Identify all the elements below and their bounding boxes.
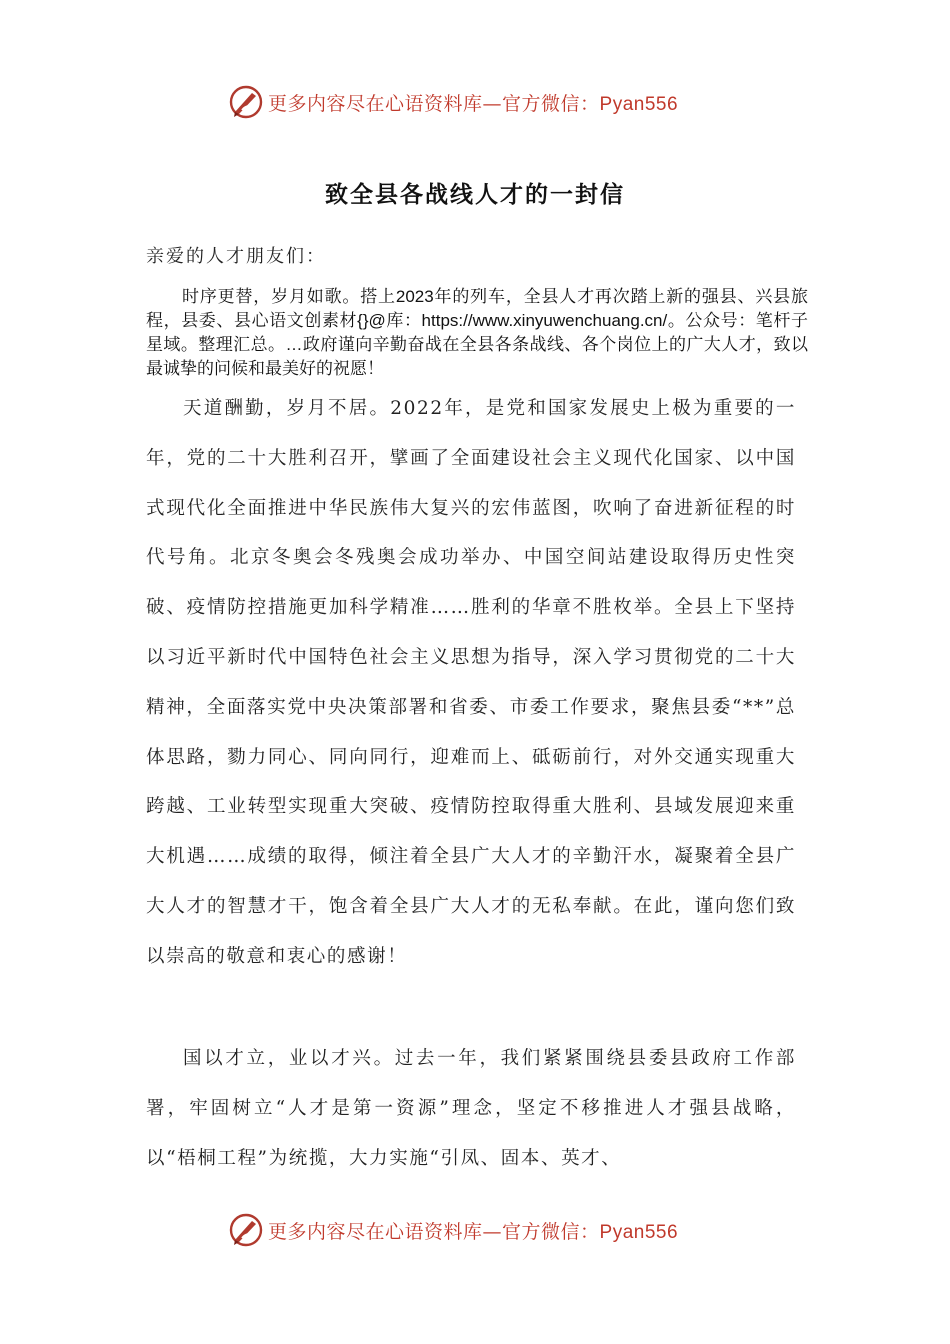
footer-banner-text: 更多内容尽在心语资料库—官方微信：Pyan556 <box>268 1220 679 1243</box>
footer-banner <box>228 1210 748 1250</box>
header-banner-text: 更多内容尽在心语资料库—官方微信：Pyan556 <box>268 92 679 115</box>
document-title: 致全县各战线人才的一封信 <box>325 182 625 208</box>
paragraph-3: 国以才立，业以才兴。过去一年，我们紧紧围绕县委县政府工作部署，牢固树立“人才是第一资源”理念，坚定不移推进人才强县战略，以“梧桐工程”为统揽，大力实施“引凤、固本、英才、 <box>146 1048 796 1169</box>
pen-logo-icon <box>228 84 264 120</box>
header-banner <box>228 82 748 122</box>
paragraph-2: 天道酬勤，岁月不居。2022年，是党和国家发展史上极为重要的一年，党的二十大胜利召开，擘画了全面建设社会主义现代化国家、以中国式现代化全面推进中华民族伟大复兴的宏伟蓝图，吹响了奋进新征程的时代号角。北京冬奥会冬残奥会成功举办、中国空间站建设取得历史性突破、疫情防控措施更加科学精准……胜利的华章不胜枚举。全县上下坚持以习近平新时代中国特色社会主义思想为指导，深入学习贯彻党的二十大精神，全面落实党中央决策部署和省委、市委工作要求，聚焦县委“**”总体思路，勠力同心、同向同行，迎难而上、砥砺前行，对外交通实现重大跨越、工业转型实现重大突破、疫情防控取得重大胜利、县域发展迎来重大机遇……成绩的取得，倾注着全县广大人才的辛勤汗水，凝聚着全县广大人才的智慧才干，饱含着全县广大人才的无私奉献。在此，谨向您们致以崇高的敬意和衷心的感谢！ <box>146 398 796 967</box>
greeting: 亲爱的人才朋友们： <box>146 246 326 267</box>
pen-logo-icon <box>228 1212 264 1248</box>
wechat-id: Pyan556 <box>599 1221 679 1243</box>
wechat-id: Pyan556 <box>599 93 679 115</box>
paragraph-1: 时序更替，岁月如歌。搭上2023年的列车，全县人才再次踏上新的强县、兴县旅程，县委、县心语文创素材{}@库：https://www.xinyuwenchuang.cn/。公众号：笔杆子星域。整理汇总。…政府谨向辛勤奋战在全县各条战线、各个岗位上的广大人才，致以最诚挚的问候和最美好的祝愿！ <box>146 287 808 378</box>
